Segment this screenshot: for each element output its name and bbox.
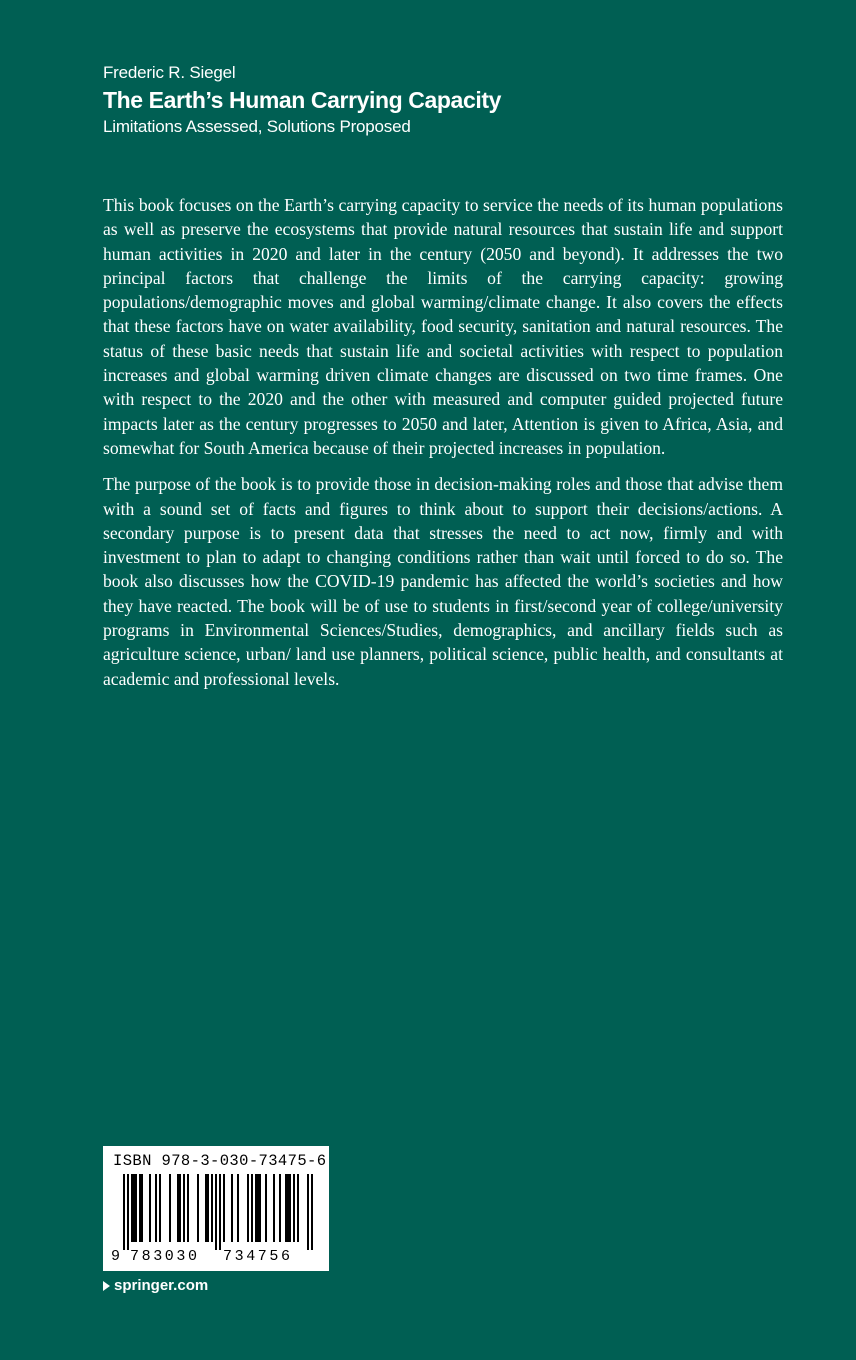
barcode-bar	[177, 1174, 179, 1242]
barcode-bar	[259, 1174, 261, 1242]
barcode-bar	[215, 1174, 217, 1250]
barcode-bar	[307, 1174, 309, 1250]
barcode-digits-right: 734756	[223, 1248, 293, 1265]
book-subtitle: Limitations Assessed, Solutions Proposed	[103, 117, 411, 136]
book-title: The Earth’s Human Carrying Capacity	[103, 87, 501, 113]
barcode-bar	[197, 1174, 199, 1242]
publisher-url: springer.com	[114, 1277, 209, 1294]
barcode-bar	[311, 1174, 313, 1250]
play-arrow-icon	[103, 1281, 110, 1291]
isbn-barcode	[103, 1146, 329, 1271]
barcode-bar	[223, 1174, 225, 1242]
barcode-bar	[273, 1174, 275, 1242]
barcode-digits	[111, 1247, 323, 1267]
barcode-bars	[111, 1174, 323, 1250]
barcode-bar	[279, 1174, 281, 1242]
barcode-bar	[289, 1174, 291, 1242]
barcode-bar	[231, 1174, 233, 1242]
barcode-bar	[183, 1174, 185, 1242]
barcode-bar	[255, 1174, 257, 1242]
barcode-bar	[131, 1174, 133, 1242]
barcode-bar	[237, 1174, 239, 1242]
barcode-digit-first: 9	[111, 1248, 121, 1265]
barcode-bar	[205, 1174, 207, 1242]
description-paragraph-2: The purpose of the book is to provide those in decision-making roles and those that advise them with a sound set of facts and figures to think about to support their decisions/actions. A secondary purpose is to present data that stresses the need to act now, firmly and with investment to plan to adapt to changing conditions rather than wait until forced to do so. The book also discusses how the COVID-19 pandemic has affected the world’s societies and how they have reacted. The book will be of use to students in first/second year of college/university programs in Environmental Sciences/Studies, demographics, and ancillary fields such as agriculture science, urban/ land use planners, political science, public health, and consultants at academic and professional levels.	[103, 474, 783, 689]
barcode-bar	[287, 1174, 289, 1242]
cover-header	[103, 62, 783, 138]
barcode-bar	[135, 1174, 137, 1242]
barcode-bar	[133, 1174, 135, 1242]
publisher-link[interactable]	[103, 1277, 208, 1295]
barcode-bar	[155, 1174, 157, 1242]
barcode-bar	[187, 1174, 189, 1242]
barcode-bar	[265, 1174, 267, 1242]
barcode-bar	[211, 1174, 213, 1242]
barcode-bar	[251, 1174, 253, 1242]
barcode-bar	[297, 1174, 299, 1242]
barcode-bar	[139, 1174, 141, 1242]
barcode-digits-left: 783030	[130, 1248, 200, 1265]
book-description	[103, 193, 783, 703]
barcode-bar	[207, 1174, 209, 1242]
barcode-bar	[293, 1174, 295, 1242]
barcode-bar	[141, 1174, 143, 1242]
barcode-bar	[149, 1174, 151, 1242]
barcode-bar	[257, 1174, 259, 1242]
barcode-bar	[127, 1174, 129, 1250]
barcode-bar	[159, 1174, 161, 1242]
barcode-bar	[179, 1174, 181, 1242]
barcode-bar	[285, 1174, 287, 1242]
barcode-bar	[247, 1174, 249, 1242]
author-name: Frederic R. Siegel	[103, 63, 236, 82]
barcode-bar	[219, 1174, 221, 1250]
barcode-bar	[169, 1174, 171, 1242]
isbn-label: ISBN 978-3-030-73475-6	[113, 1152, 327, 1170]
description-paragraph-1: This book focuses on the Earth’s carrying capacity to service the needs of its human populations as well as preserve the ecosystems that provide natural resources that sustain life and support human activities in 2020 and later in the century (2050 and beyond). It addresses the two principal factors that challenge the limits of the carrying capacity: growing populations/demographic moves and global warming/climate change. It also covers the effects that these factors have on water availability, food security, sanitation and natural resources. The status of these basic needs that sustain life and societal activities with respect to population increases and global warming driven climate changes are discussed on two time frames. One with respect to the 2020 and the other with measured and computer guided projected future impacts later as the century progresses to 2050 and later, Attention is given to Africa, Asia, and somewhat for South America because of their projected increases in population.	[103, 195, 783, 458]
barcode-bar	[123, 1174, 125, 1250]
